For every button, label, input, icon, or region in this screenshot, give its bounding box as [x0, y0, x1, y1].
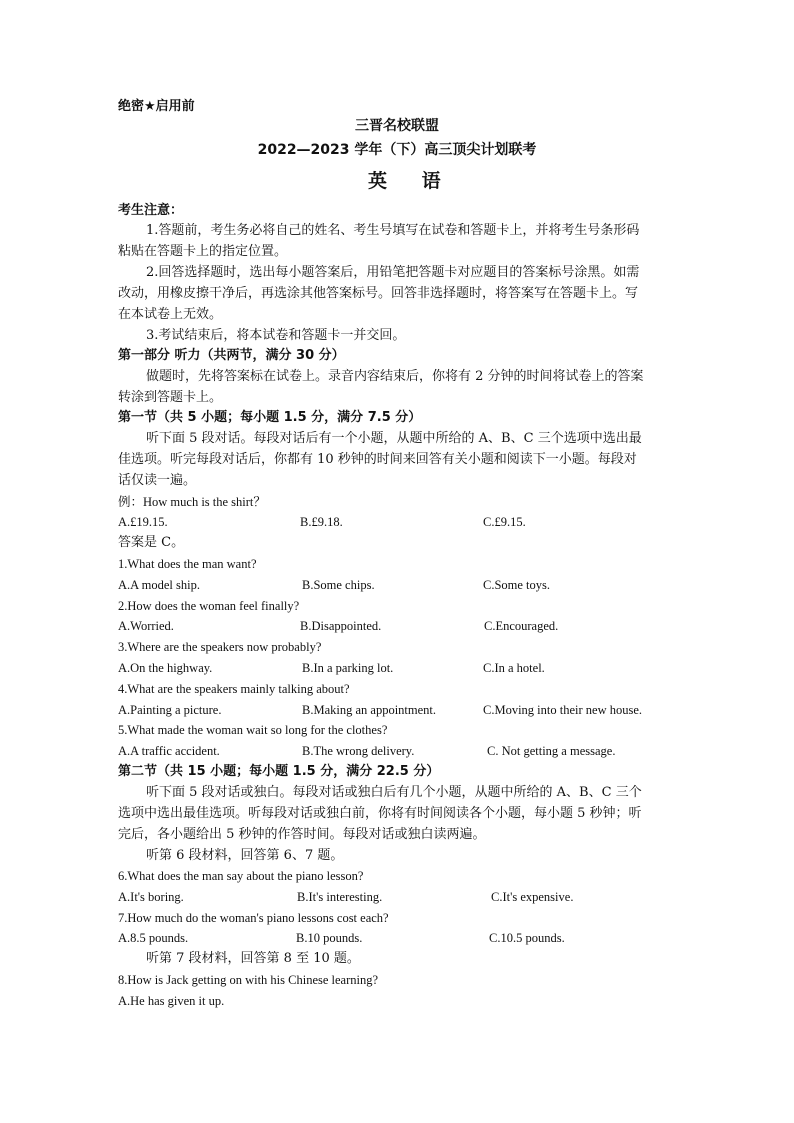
option-a: A.On the highway.	[118, 661, 213, 675]
section2-intro: 完后，各小题给出 5 秒钟的作答时间。每段对话或独白读两遍。	[118, 827, 486, 842]
example-answer: 答案是 C。	[118, 535, 185, 550]
notice-line: 粘贴在答题卡上的指定位置。	[118, 244, 288, 259]
notice-line: 1.答题前，考生务必将自己的姓名、考生号填写在试卷和答题卡上，并将考生号条形码	[146, 223, 640, 238]
question: 5.What made the woman wait so long for the clothes?	[118, 723, 388, 737]
section1-intro: 话仅读一遍。	[118, 473, 197, 488]
org-title: 三晋名校联盟	[355, 118, 439, 134]
option-b: B.In a parking lot.	[302, 661, 394, 675]
notice-line: 3.考试结束后，将本试卷和答题卡一并交回。	[146, 328, 406, 343]
option-c: C. Not getting a message.	[487, 744, 616, 758]
section2-title: 第二节（共 15 小题；每小题 1.5 分，满分 22.5 分）	[118, 764, 440, 779]
option-a: A.Painting a picture.	[118, 703, 222, 717]
section2-intro: 选项中选出最佳选项。听每段对话或独白前，你将有时间阅读各个小题，每小题 5 秒钟；听	[118, 806, 642, 821]
question: 1.What does the man want?	[118, 557, 257, 571]
option-b: B.It's interesting.	[297, 890, 383, 904]
option-a: A.£19.15.	[118, 515, 168, 529]
section1-intro: 听下面 5 段对话。每段对话后有一个小题，从题中所给的 A、B、C 三个选项中选出最	[146, 431, 642, 446]
option-a: A.A traffic accident.	[118, 744, 220, 758]
option-c: C.Moving into their new house.	[483, 703, 643, 717]
subject-title: 英 语	[368, 170, 455, 192]
option-b: B.£9.18.	[300, 515, 343, 529]
option-b: B.The wrong delivery.	[302, 744, 415, 758]
example-question: 例：How much is the shirt？	[118, 495, 266, 509]
section2-intro: 听下面 5 段对话或独白。每段对话或独白后有几个小题，从题中所给的 A、B、C 三个	[146, 785, 642, 800]
question: 6.What does the man say about the piano lesson?	[118, 869, 364, 883]
question: 3.Where are the speakers now probably?	[118, 640, 322, 654]
material-instruction: 听第 6 段材料，回答第 6、7 题。	[146, 848, 344, 863]
secret-label: 绝密★启用前	[118, 99, 195, 114]
option-b: B.Making an appointment.	[302, 703, 437, 717]
option-c: C.Encouraged.	[484, 619, 559, 633]
material-instruction: 听第 7 段材料，回答第 8 至 10 题。	[146, 951, 360, 966]
option-a: A.It's boring.	[118, 890, 184, 904]
question: 4.What are the speakers mainly talking about?	[118, 682, 350, 696]
part1-intro: 转涂到答题卡上。	[118, 390, 223, 405]
option-c: C.In a hotel.	[483, 661, 545, 675]
question: 8.How is Jack getting on with his Chinese learning?	[118, 973, 379, 987]
option-c: C.It's expensive.	[491, 890, 574, 904]
option-c: C.Some toys.	[483, 578, 551, 592]
option-b: B.Disappointed.	[300, 619, 382, 633]
notice-line: 在本试卷上无效。	[118, 307, 223, 322]
section1-title: 第一节（共 5 小题；每小题 1.5 分，满分 7.5 分）	[118, 410, 422, 425]
option-b: B.10 pounds.	[296, 931, 363, 945]
option-c: C.£9.15.	[483, 515, 526, 529]
part1-intro: 做题时，先将答案标在试卷上。录音内容结束后，你将有 2 分钟的时间将试卷上的答案	[146, 369, 644, 384]
option-c: C.10.5 pounds.	[489, 931, 565, 945]
option-a: A.He has given it up.	[118, 994, 225, 1008]
question: 2.How does the woman feel finally?	[118, 599, 300, 613]
option-a: A.8.5 pounds.	[118, 931, 189, 945]
option-a: A.A model ship.	[118, 578, 200, 592]
notice-title: 考生注意：	[118, 203, 184, 218]
part1-title: 第一部分 听力（共两节，满分 30 分）	[118, 348, 345, 363]
notice-line: 改动，用橡皮擦干净后，再选涂其他答案标号。回答非选择题时，将答案写在答题卡上。写	[118, 286, 639, 301]
notice-line: 2.回答选择题时，选出每小题答案后，用铅笔把答题卡对应题目的答案标号涂黑。如需	[146, 265, 640, 280]
question: 7.How much do the woman's piano lessons cost each?	[118, 911, 389, 925]
exam-title: 2022—2023 学年（下）高三顶尖计划联考	[257, 142, 537, 158]
option-b: B.Some chips.	[302, 578, 375, 592]
option-a: A.Worried.	[118, 619, 174, 633]
section1-intro: 佳选项。听完每段对话后，你都有 10 秒钟的时间来回答有关小题和阅读下一小题。每段对	[118, 452, 637, 467]
